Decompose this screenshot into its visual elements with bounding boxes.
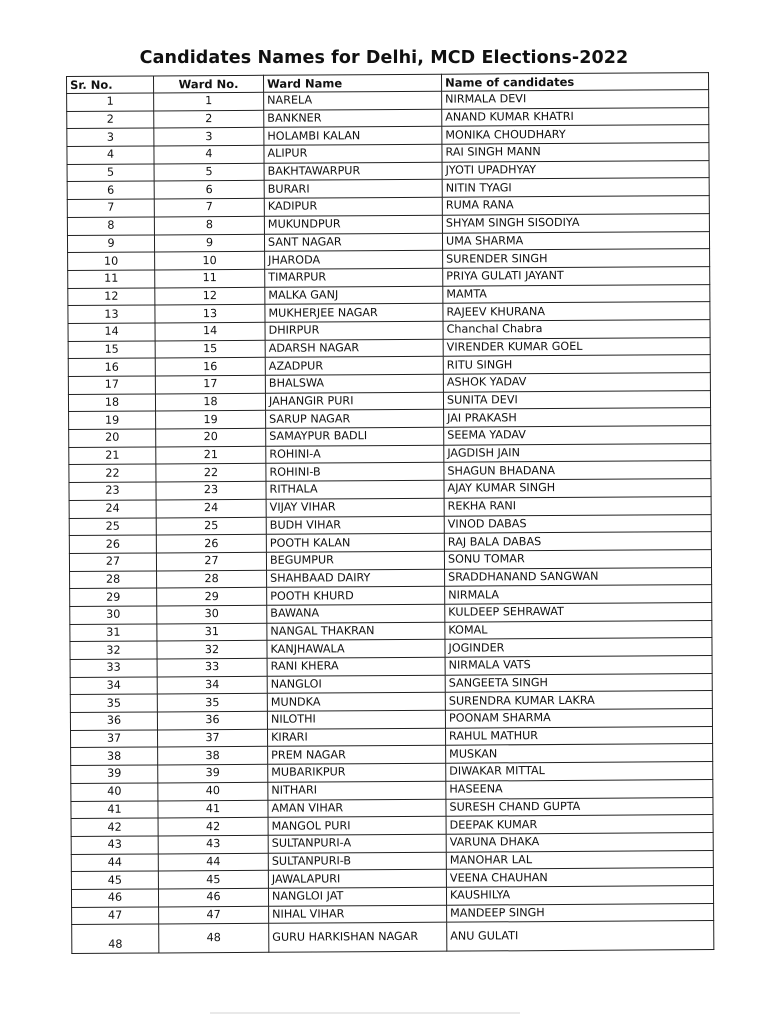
candidate-name-cell: VINOD DABAS	[444, 514, 711, 533]
ward-no-cell: 40	[158, 782, 268, 800]
candidate-name-cell: SURENDER SINGH	[443, 249, 710, 268]
ward-name-cell: KANJHAWALA	[267, 640, 445, 659]
sr-no-cell: 15	[68, 341, 155, 359]
sr-no-cell: 23	[69, 482, 156, 500]
ward-name-cell: SARUP NAGAR	[266, 410, 444, 429]
candidate-name-cell: RUMA RANA	[442, 196, 709, 215]
candidate-name-cell: DIWAKAR MITTAL	[446, 762, 713, 781]
sr-no-cell: 37	[70, 730, 157, 748]
sr-no-cell: 21	[69, 447, 156, 465]
candidate-name-cell: VEENA CHAUHAN	[446, 868, 713, 887]
candidate-name-cell: DEEPAK KUMAR	[446, 815, 713, 834]
ward-no-cell: 39	[158, 764, 268, 782]
ward-name-cell: ALIPUR	[264, 144, 442, 163]
candidate-name-cell: KAUSHILYA	[446, 885, 713, 904]
sr-no-cell: 9	[67, 234, 154, 252]
sr-no-cell: 29	[70, 588, 157, 606]
ward-no-cell: 30	[157, 605, 267, 623]
ward-no-cell: 43	[158, 835, 268, 853]
candidate-name-cell: SUNITA DEVI	[443, 390, 710, 409]
ward-name-cell: SANT NAGAR	[264, 233, 442, 252]
candidate-name-cell: POONAM SHARMA	[445, 709, 712, 728]
sr-no-cell: 12	[68, 288, 155, 306]
ward-no-cell: 38	[158, 747, 268, 765]
sr-no-cell: 11	[68, 270, 155, 288]
column-header-ward-no: Ward No.	[154, 75, 264, 93]
candidate-name-cell: SEEMA YADAV	[444, 426, 711, 445]
ward-no-cell: 9	[154, 234, 264, 252]
sr-no-cell: 35	[70, 694, 157, 712]
sr-no-cell: 20	[69, 429, 156, 447]
sr-no-cell: 45	[71, 871, 158, 889]
ward-name-cell: BHALSWA	[265, 374, 443, 393]
candidate-name-cell: RAJEEV KHURANA	[443, 302, 710, 321]
ward-name-cell: JAWALAPURI	[268, 869, 446, 888]
sr-no-cell: 8	[67, 217, 154, 235]
ward-name-cell: MALKA GANJ	[265, 286, 443, 305]
candidate-name-cell: RITU SINGH	[443, 355, 710, 374]
ward-name-cell: KIRARI	[267, 728, 445, 747]
candidate-name-cell: VARUNA DHAKA	[446, 832, 713, 851]
sr-no-cell: 30	[70, 606, 157, 624]
candidate-name-cell: KULDEEP SEHRAWAT	[445, 603, 712, 622]
ward-no-cell: 25	[156, 517, 266, 535]
scan-edge-mark	[210, 1012, 520, 1014]
candidate-name-cell: SANGEETA SINGH	[445, 673, 712, 692]
sr-no-cell: 26	[69, 535, 156, 553]
sr-no-cell: 16	[68, 358, 155, 376]
sr-no-cell: 38	[71, 747, 158, 765]
candidate-name-cell: SONU TOMAR	[444, 549, 711, 568]
ward-name-cell: ADARSH NAGAR	[265, 339, 443, 358]
candidate-name-cell: RAHUL MATHUR	[445, 726, 712, 745]
ward-no-cell: 35	[157, 694, 267, 712]
ward-name-cell: MUKHERJEE NAGAR	[265, 303, 443, 322]
ward-name-cell: SULTANPURI-B	[268, 852, 446, 871]
column-header-candidate-name: Name of candidates	[441, 73, 708, 92]
sr-no-cell: 6	[67, 181, 154, 199]
candidate-name-cell: MUSKAN	[446, 744, 713, 763]
ward-name-cell: KADIPUR	[264, 197, 442, 216]
candidate-name-cell: PRIYA GULATI JAYANT	[443, 266, 710, 285]
ward-no-cell: 37	[157, 729, 267, 747]
sr-no-cell: 41	[71, 800, 158, 818]
ward-no-cell: 29	[157, 588, 267, 606]
ward-name-cell: BAKHTAWARPUR	[264, 162, 442, 181]
ward-no-cell: 44	[158, 853, 268, 871]
sr-no-cell: 3	[67, 128, 154, 146]
ward-name-cell: NANGLOI	[267, 675, 445, 694]
candidate-name-cell: RAJ BALA DABAS	[444, 532, 711, 551]
sr-no-cell: 7	[67, 199, 154, 217]
candidate-name-cell: REKHA RANI	[444, 496, 711, 515]
ward-name-cell: SULTANPURI-A	[268, 834, 446, 853]
candidate-name-cell: UMA SHARMA	[442, 231, 709, 250]
ward-no-cell: 36	[157, 711, 267, 729]
candidate-name-cell: JYOTI UPADHYAY	[442, 160, 709, 179]
candidate-name-cell: Chanchal Chabra	[443, 320, 710, 339]
ward-no-cell: 27	[156, 552, 266, 570]
ward-name-cell: NITHARI	[268, 781, 446, 800]
ward-name-cell: SAMAYPUR BADLI	[266, 427, 444, 446]
sr-no-cell: 4	[67, 146, 154, 164]
candidate-name-cell: SURENDRA KUMAR LAKRA	[445, 691, 712, 710]
ward-no-cell: 4	[154, 145, 264, 163]
sr-no-cell: 24	[69, 500, 156, 518]
sr-no-cell: 10	[68, 252, 155, 270]
candidate-name-cell: NIRMALA	[445, 585, 712, 604]
ward-no-cell: 6	[154, 181, 264, 199]
sr-no-cell: 28	[70, 571, 157, 589]
ward-name-cell: TIMARPUR	[265, 268, 443, 287]
sr-no-cell: 25	[69, 517, 156, 535]
sr-no-cell: 44	[71, 854, 158, 872]
ward-name-cell: MUNDKA	[267, 693, 445, 712]
ward-name-cell: MUKUNDPUR	[264, 215, 442, 234]
ward-no-cell: 10	[155, 251, 265, 269]
ward-name-cell: NANGAL THAKRAN	[267, 622, 445, 641]
table-row	[72, 921, 714, 954]
sr-no-cell: 43	[71, 836, 158, 854]
ward-no-cell: 2	[154, 110, 264, 128]
sr-no-cell: 27	[69, 553, 156, 571]
ward-no-cell: 17	[155, 375, 265, 393]
ward-name-cell: BANKNER	[264, 109, 442, 128]
column-header-sr-no: Sr. No.	[67, 76, 154, 94]
ward-name-cell: SHAHBAAD DAIRY	[267, 569, 445, 588]
candidate-name-cell: ASHOK YADAV	[443, 373, 710, 392]
candidate-name-cell: NIRMALA DEVI	[442, 90, 709, 109]
ward-name-cell: RANI KHERA	[267, 657, 445, 676]
ward-no-cell: 32	[157, 641, 267, 659]
ward-name-cell: DHIRPUR	[265, 321, 443, 340]
sr-no-cell: 40	[71, 783, 158, 801]
ward-name-cell: NILOTHI	[267, 710, 445, 729]
ward-no-cell: 47	[159, 906, 269, 924]
ward-no-cell: 12	[155, 287, 265, 305]
candidate-name-cell: NIRMALA VATS	[445, 656, 712, 675]
ward-name-cell: POOTH KHURD	[267, 586, 445, 605]
sr-no-cell: 5	[67, 164, 154, 182]
ward-no-cell: 1	[154, 92, 264, 110]
ward-name-cell: POOTH KALAN	[266, 533, 444, 552]
sr-no-cell: 32	[70, 641, 157, 659]
ward-name-cell: AZADPUR	[265, 357, 443, 376]
candidate-name-cell: SRADDHANAND SANGWAN	[445, 567, 712, 586]
ward-name-cell: BAWANA	[267, 604, 445, 623]
ward-name-cell: PREM NAGAR	[268, 746, 446, 765]
ward-no-cell: 21	[156, 446, 266, 464]
ward-no-cell: 31	[157, 623, 267, 641]
sr-no-cell: 33	[70, 659, 157, 677]
candidate-name-cell: RAI SINGH MANN	[442, 143, 709, 162]
candidate-name-cell: ANAND KUMAR KHATRI	[442, 107, 709, 126]
ward-no-cell: 28	[157, 570, 267, 588]
ward-no-cell: 18	[155, 393, 265, 411]
ward-name-cell: HOLAMBI KALAN	[264, 127, 442, 146]
ward-no-cell: 24	[156, 499, 266, 517]
candidate-name-cell: HASEENA	[446, 779, 713, 798]
page-title: Candidates Names for Delhi, MCD Elections-2022	[139, 48, 629, 68]
ward-no-cell: 5	[154, 163, 264, 181]
ward-name-cell: BURARI	[264, 180, 442, 199]
sr-no-cell: 34	[70, 677, 157, 695]
candidate-name-cell: VIRENDER KUMAR GOEL	[443, 337, 710, 356]
ward-name-cell: MUBARIKPUR	[268, 763, 446, 782]
candidate-name-cell: MONIKA CHOUDHARY	[442, 125, 709, 144]
ward-no-cell: 3	[154, 128, 264, 146]
ward-no-cell: 33	[157, 658, 267, 676]
ward-name-cell: NANGLOI JAT	[268, 887, 446, 906]
sr-no-cell: 31	[70, 624, 157, 642]
ward-no-cell: 42	[158, 817, 268, 835]
sr-no-cell: 46	[71, 889, 158, 907]
candidate-name-cell: KOMAL	[445, 620, 712, 639]
candidate-name-cell: MANDEEP SINGH	[447, 903, 714, 922]
ward-name-cell: VIJAY VIHAR	[266, 498, 444, 517]
ward-no-cell: 7	[154, 198, 264, 216]
ward-no-cell: 26	[156, 534, 266, 552]
ward-no-cell: 16	[155, 358, 265, 376]
column-header-ward-name: Ward Name	[263, 74, 441, 92]
ward-no-cell: 13	[155, 305, 265, 323]
ward-name-cell: AMAN VIHAR	[268, 799, 446, 818]
candidate-name-cell: MANOHAR LAL	[446, 850, 713, 869]
ward-no-cell: 48	[159, 924, 269, 954]
candidate-name-cell: SHAGUN BHADANA	[444, 461, 711, 480]
sr-no-cell: 14	[68, 323, 155, 341]
sr-no-cell: 22	[69, 464, 156, 482]
sr-no-cell: 39	[71, 765, 158, 783]
sr-no-cell: 2	[67, 111, 154, 129]
ward-no-cell: 15	[155, 340, 265, 358]
sr-no-cell: 47	[72, 907, 159, 925]
sr-no-cell: 36	[70, 712, 157, 730]
candidate-name-cell: SURESH CHAND GUPTA	[446, 797, 713, 816]
candidate-name-cell: ANU GULATI	[447, 921, 714, 952]
ward-name-cell: JHARODA	[265, 250, 443, 269]
ward-no-cell: 41	[158, 800, 268, 818]
sr-no-cell: 42	[71, 818, 158, 836]
candidates-table	[66, 72, 714, 954]
candidate-name-cell: JAI PRAKASH	[444, 408, 711, 427]
ward-no-cell: 11	[155, 269, 265, 287]
ward-no-cell: 19	[156, 411, 266, 429]
candidate-name-cell: NITIN TYAGI	[442, 178, 709, 197]
table-body	[67, 90, 714, 954]
ward-name-cell: BEGUMPUR	[266, 551, 444, 570]
ward-name-cell: MANGOL PURI	[268, 816, 446, 835]
candidate-name-cell: JOGINDER	[445, 638, 712, 657]
ward-name-cell: NARELA	[264, 91, 442, 110]
ward-name-cell: GURU HARKISHAN NAGAR	[269, 923, 447, 953]
ward-name-cell: RITHALA	[266, 480, 444, 499]
sr-no-cell: 48	[72, 924, 159, 954]
ward-no-cell: 34	[157, 676, 267, 694]
sr-no-cell: 18	[68, 394, 155, 412]
ward-no-cell: 45	[158, 871, 268, 889]
ward-no-cell: 20	[156, 428, 266, 446]
ward-no-cell: 46	[158, 888, 268, 906]
sr-no-cell: 1	[67, 93, 154, 111]
ward-name-cell: BUDH VIHAR	[266, 516, 444, 535]
sr-no-cell: 19	[69, 411, 156, 429]
candidate-name-cell: MAMTA	[443, 284, 710, 303]
candidate-name-cell: JAGDISH JAIN	[444, 443, 711, 462]
candidate-name-cell: SHYAM SINGH SISODIYA	[442, 213, 709, 232]
ward-name-cell: ROHINI-B	[266, 463, 444, 482]
sr-no-cell: 17	[68, 376, 155, 394]
ward-no-cell: 8	[154, 216, 264, 234]
ward-no-cell: 23	[156, 481, 266, 499]
ward-name-cell: JAHANGIR PURI	[265, 392, 443, 411]
ward-name-cell: ROHINI-A	[266, 445, 444, 464]
candidate-name-cell: AJAY KUMAR SINGH	[444, 479, 711, 498]
ward-no-cell: 14	[155, 322, 265, 340]
ward-no-cell: 22	[156, 464, 266, 482]
sr-no-cell: 13	[68, 305, 155, 323]
ward-name-cell: NIHAL VIHAR	[269, 905, 447, 924]
